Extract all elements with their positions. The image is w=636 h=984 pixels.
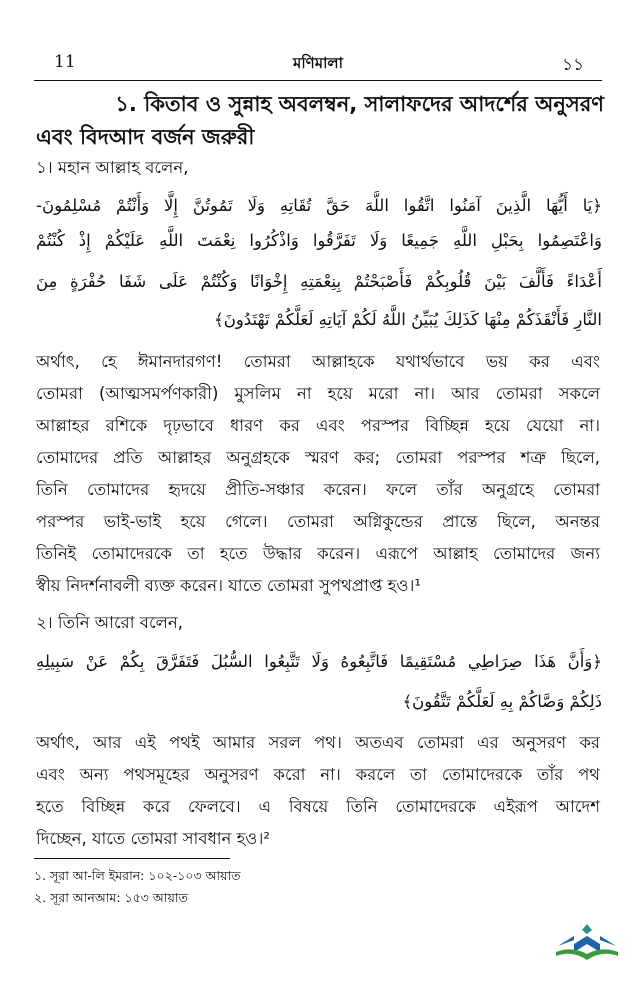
translation-line: অর্থাৎ, হে ঈমানদারগণ! তোমরা আল্লাহকে যথার্থভাবে ভয় কর এবং <box>36 352 600 371</box>
translation-line: আল্লাহর রশিকে দৃঢ়ভাবে ধারণ কর এবং পরস্পর বিচ্ছিন্ন হয়ে যেয়ো না। <box>36 416 600 435</box>
translation-line: পরস্পর ভাই-ভাই হয়ে গেলে। তোমরা অগ্নিকুন্ডের প্রান্তে ছিলে, অনন্তর <box>36 512 600 531</box>
translation-line: হতে বিচ্ছিন্ন করে ফেলবে। এ বিষয়ে তিনি তোমাদেরকে এইরূপ আদেশ <box>36 797 600 816</box>
translation-line: অর্থাৎ, আর এই পথই আমার সরল পথ। অতএব তোমরা এর অনুসরণ কর <box>36 733 600 752</box>
footnote-divider <box>34 858 230 859</box>
translation-line: স্বীয় নিদর্শনাবলী ব্যক্ত করেন। যাতে তোমরা সুপথপ্রাপ্ত হও।¹ <box>36 576 421 595</box>
running-title: মণিমালা <box>293 54 343 72</box>
translation-line: এবং অন্য পথসমূহের অনুসরণ করো না। করলে তা তোমাদেরকে তাঁর পথ <box>36 765 600 784</box>
translation-line: দিচ্ছেন, যাতে তোমরা সাবধান হও।² <box>36 829 270 848</box>
quote-intro: ১। মহান আল্লাহ বলেন, <box>36 158 189 177</box>
chapter-title-line: এবং বিদআদ বর্জন জরুরী <box>36 125 255 149</box>
arabic-verse-line: وَاعْتَصِمُوا بِحَبْلِ اللَّهِ جَمِيعًا وَلَا تَفَرَّقُوا وَاذْكُرُوا نِعْمَتَ اللَّهِ عَلَيْكُمْ إِذْ كُنْتُمْ <box>36 231 602 250</box>
footnote: ২. সূরা আনআম: ১৫৩ আয়াত <box>34 890 188 905</box>
arabic-verse-line: ﴿يَا أَيُّهَا الَّذِينَ آمَنُوا اتَّقُوا اللَّهَ حَقَّ تُقَاتِهِ وَلَا تَمُوتُنَّ إِلَّا وَأَنْتُمْ مُسْلِمُونَ- <box>36 196 602 215</box>
page-number-latin: 11 <box>54 52 76 72</box>
page-header <box>36 50 600 78</box>
chapter-title <box>36 88 604 154</box>
arabic-verse-line: ﴿وَأَنَّ هَذَا صِرَاطِي مُسْتَقِيمًا فَاتَّبِعُوهُ وَلَا تَتَّبِعُوا السُّبُلَ فَتَفَرَّقَ بِكُمْ عَنْ سَبِيلِهِ <box>36 652 602 671</box>
header-divider <box>34 80 602 81</box>
arabic-verse-line: أَعْدَاءً فَأَلَّفَ بَيْنَ قُلُوبِكُمْ فَأَصْبَحْتُمْ بِنِعْمَتِهِ إِخْوَانًا وَكُنْتُمْ عَلَى شَفَا حُفْرَةٍ مِنَ <box>36 272 602 291</box>
translation-line: তিনিই তোমাদেরকে তা হতে উদ্ধার করেন। এরূপে আল্লাহ তোমাদের জন্য <box>36 544 600 563</box>
arabic-verse-line: ذَلِكُمْ وَصَّاكُمْ بِهِ لَعَلَّكُمْ تَتَّقُونَ﴾ <box>402 692 602 711</box>
quote-intro: ২। তিনি আরো বলেন, <box>36 613 183 632</box>
translation-line: তিনি তোমাদের হৃদয়ে প্রীতি-সঞ্চার করেন। ফলে তাঁর অনুগ্রহে তোমরা <box>36 480 600 499</box>
translation-line: তোমরা (আত্মসমর্পণকারী) মুসলিম না হয়ে মরো না। আর তোমরা সকলে <box>36 384 600 403</box>
footnote: ১. সূরা আ-লি ইমরান: ১০২-১০৩ আয়াত <box>34 868 241 883</box>
page-number-bengali: ১১ <box>561 55 584 75</box>
translation-line: তোমাদের প্রতি আল্লাহর অনুগ্রহকে স্মরণ কর; তোমরা পরস্পর শত্রু ছিলে, <box>36 448 600 467</box>
publisher-logo-icon <box>552 922 622 968</box>
arabic-verse-line: النَّارِ فَأَنْقَذَكُمْ مِنْهَا كَذَلِكَ يُبَيِّنُ اللَّهُ لَكُمْ آيَاتِهِ لَعَلَّكُمْ تَهْتَدُونَ﴾ <box>214 310 602 329</box>
chapter-title-line: ১. কিতাব ও সুন্নাহ অবলম্বন, সালাফদের আদর্শের অনুসরণ <box>115 92 604 116</box>
